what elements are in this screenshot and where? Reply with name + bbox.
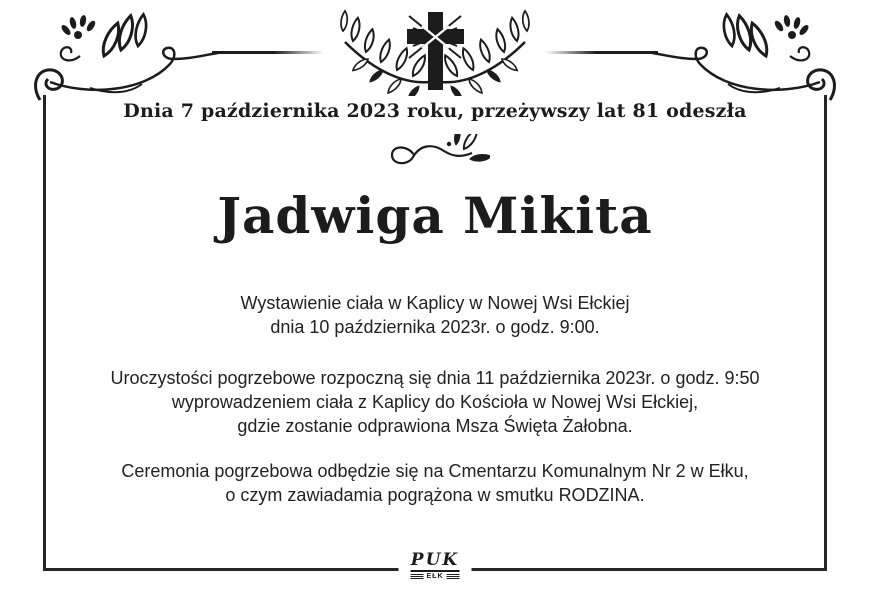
cross-laurel-icon [325,4,545,96]
logo-main-text: PUK [410,550,460,570]
logo-sub-row [411,573,460,580]
text-line: wyprowadzeniem ciała z Kaplicy do Kościoła w Nowej Wsi Ełckiej, [171,392,699,412]
deceased-name: Jadwiga Mikita [217,186,653,245]
logo-triple-line-left [411,574,424,579]
top-border-line-left [212,51,324,54]
text-line: gdzie zostanie odprawiona Msza Święta Żałobna. [237,416,633,436]
text-line: Uroczystości pogrzebowe rozpoczną się dnia 11 października 2023r. o godz. 9:50 [110,368,760,388]
viewing-info-paragraph [43,291,827,339]
ceremony-info-paragraph [43,459,827,507]
text-line: dnia 10 października 2023r. o godz. 9:00. [270,317,600,337]
funeral-info-paragraph [43,366,827,438]
funeral-home-logo [399,552,472,580]
text-line: o czym zawiadamia pogrążona w smutku RODZINA. [225,485,645,505]
corner-flourish-left-icon [28,8,218,103]
text-line: Ceremonia pogrzebowa odbędzie się na Cmentarzu Komunalnym Nr 2 w Ełku, [121,461,749,481]
leaf-swirl-divider-icon [380,134,490,174]
text-line: Wystawienie ciała w Kaplicy w Nowej Wsi Ełckiej [240,293,630,313]
corner-flourish-right-icon [652,8,842,103]
logo-triple-line-right [447,574,460,579]
logo-sub-text: EŁK [426,573,444,580]
top-border-line-right [546,51,658,54]
death-date-line: Dnia 7 października 2023 roku, przeżywszy lat 81 odeszła [123,100,747,122]
